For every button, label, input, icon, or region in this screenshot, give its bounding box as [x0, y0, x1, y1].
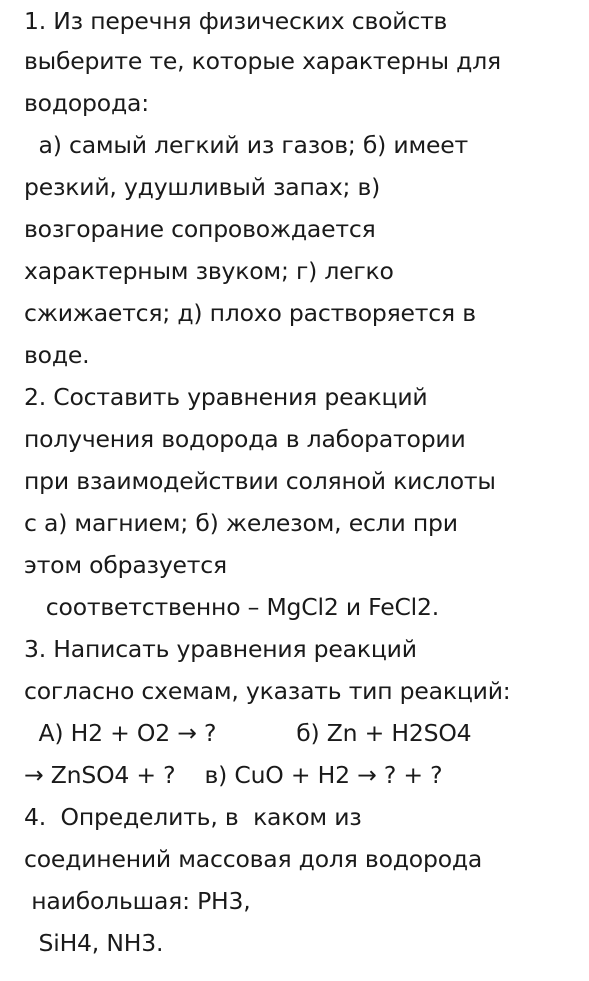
text-line-19: → ZnSO4 + ? в) CuO + H2 → ? + ?: [24, 761, 443, 789]
text-line-7: характерным звуком; г) легко: [24, 257, 394, 285]
text-line-15: соответственно – MgCl2 и FeCl2.: [24, 593, 440, 621]
text-line-14: этом образуется: [24, 551, 227, 579]
text-line-3: водорода:: [24, 89, 149, 117]
text-line-4: а) самый легкий из газов; б) имеет: [24, 131, 468, 159]
text-line-1: 1. Из перечня физических свойств: [24, 7, 448, 35]
text-line-12: при взаимодействии соляной кислоты: [24, 467, 496, 495]
text-line-9: воде.: [24, 341, 90, 369]
text-line-2: выберите те, которые характерны для: [24, 47, 501, 75]
text-line-21: соединений массовая доля водорода: [24, 845, 483, 873]
text-line-13: с а) магнием; б) железом, если при: [24, 509, 458, 537]
text-line-6: возгорание сопровождается: [24, 215, 376, 243]
text-line-20: 4. Определить, в каком из: [24, 803, 362, 831]
text-line-5: резкий, удушливый запах; в): [24, 173, 381, 201]
text-line-11: получения водорода в лаборатории: [24, 425, 466, 453]
text-line-8: сжижается; д) плохо растворяется в: [24, 299, 476, 327]
text-line-18: А) H2 + O2 → ? б) Zn + H2SO4: [24, 719, 472, 747]
text-line-22: наибольшая: PH3,: [24, 887, 251, 915]
text-line-16: 3. Написать уравнения реакций: [24, 635, 417, 663]
text-line-10: 2. Составить уравнения реакций: [24, 383, 428, 411]
text-line-17: согласно схемам, указать тип реакций:: [24, 677, 511, 705]
text-line-23: SiH4, NH3.: [24, 929, 164, 957]
